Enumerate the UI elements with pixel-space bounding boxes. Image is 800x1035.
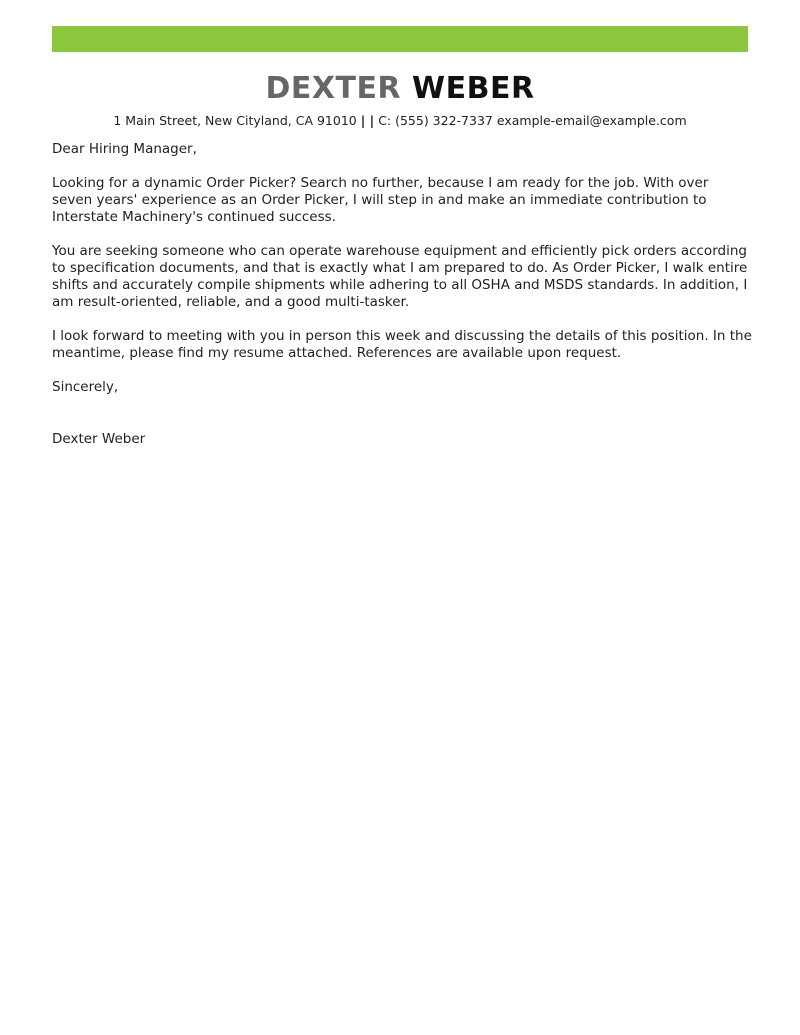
phone: C: (555) 322-7337 [378,113,493,128]
signature: Dexter Weber [52,431,146,447]
contact-separator: | | [360,113,375,128]
address: 1 Main Street, New Cityland, CA 91010 [113,113,357,128]
first-name: DEXTER [265,71,402,106]
salutation: Dear Hiring Manager, [52,141,197,157]
letter-body [52,141,752,465]
email: example-email@example.com [496,113,687,128]
paragraph-closing: I look forward to meeting with you in person this week and discussing the details of this position. In the meantime, please find my resume attached. References are available upon request. [52,328,752,361]
contact-line [0,113,800,129]
paragraph-intro: Looking for a dynamic Order Picker? Search no further, because I am ready for the job. With over seven years' experience as an Order Picker, I will step in and make an immediate contribution to Interstate Machinery's continued success. [52,175,709,225]
closing: Sincerely, [52,379,119,395]
paragraph-qualifications: You are seeking someone who can operate warehouse equipment and efficiently pick orders according to specification documents, and that is exactly what I am prepared to do. As Order Picker, I walk entire shifts and accurately compile shipments while adhering to all OSHA and MSDS standards. In addition, I am result-oriented, reliable, and a good multi-tasker. [52,243,748,310]
header-accent-bar [52,26,748,52]
last-name: WEBER [412,71,535,106]
applicant-name-heading [0,69,800,109]
